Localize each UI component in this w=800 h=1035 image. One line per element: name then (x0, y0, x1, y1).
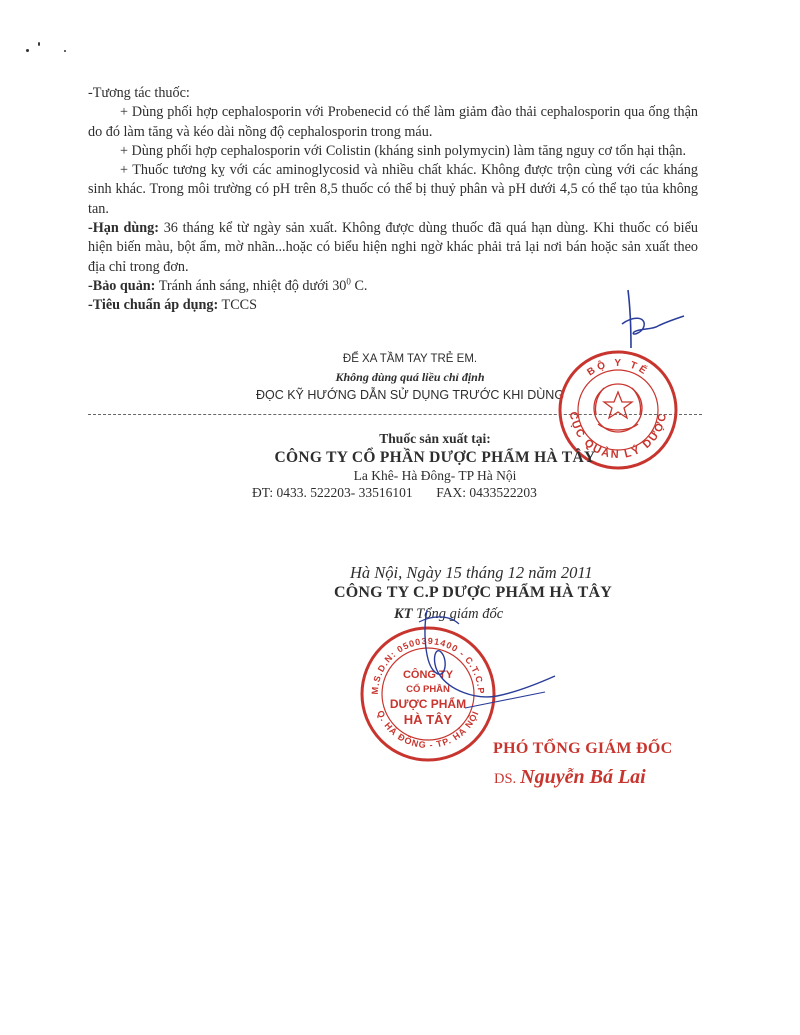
shelf-life-text: 36 tháng kể từ ngày sản xuất. Không được dùng thuốc đã quá hạn dùng. Khi thuốc có biểu hiện biến màu, bột ẩm, mờ nhãn...hoặc có biểu hiện nghi ngờ khác phải trả lại nơi bán hoặc sản xuất theo địa chỉ trong đơn. (88, 220, 699, 275)
signer-name: Nguyễn Bá Lai (520, 766, 646, 788)
svg-text:BỘ Y TẾ (585, 357, 651, 378)
company-stamp-line-4: HÀ TÂY (403, 712, 453, 727)
company-stamp-ring-text: M.S.D.N: 0500391400 - C.T.C.P (369, 635, 487, 695)
storage-unit: C. (350, 277, 368, 294)
company-stamp-line-1: CÔNG TY (402, 669, 454, 681)
signature-company: CÔNG TY C.P DƯỢC PHẨM HÀ TÂY (334, 584, 613, 601)
notice-dosage: Không dùng quá liều chỉ định (335, 370, 485, 384)
interaction-item-colistin: + Dùng phối hợp cephalosporin với Colistin (kháng sinh polymycin) làm tăng nguy cơ tổn hại thận. (120, 142, 687, 159)
manufacturer-address: La Khê- Hà Đông- TP Hà Nội (353, 468, 517, 483)
scan-speck (26, 49, 29, 52)
manufacturer-contact (252, 485, 537, 501)
manufacturer-intro: Thuốc sản xuất tại: (379, 431, 491, 446)
manufacturer-name: CÔNG TY CỔ PHẦN DƯỢC PHẨM HÀ TÂY (274, 449, 596, 466)
on-behalf-prefix: KT (394, 606, 413, 622)
storage-label: -Bảo quản: (88, 277, 156, 294)
scan-speck (38, 42, 40, 46)
company-stamp-ring-bottom-text: Q. HÀ ĐÔNG - TP. HÀ NỘI (375, 708, 481, 751)
national-emblem-icon (594, 384, 642, 432)
ministry-stamp-bottom-text: CỤC QUẢN LÝ DƯỢC (566, 410, 670, 462)
drug-info-body (88, 84, 698, 316)
signature-date-line: Hà Nội, Ngày 15 tháng 12 năm 2011 (350, 563, 593, 582)
storage-degree: 0 (346, 276, 351, 287)
shelf-life-label: -Hạn dùng: (88, 220, 159, 237)
standard-value: TCCS (221, 297, 258, 314)
ministry-stamp-top-text: BỘ Y TẾ (585, 357, 651, 379)
notice-read-instructions: ĐỌC KỸ HƯỚNG DẪN SỬ DỤNG TRƯỚC KHI DÙNG (255, 388, 565, 402)
interaction-item-probenecid: + Dùng phối hợp cephalosporin với Probenecid có thể làm giảm đào thải cephalosporin qua ống thận do đó làm tăng và kéo dài nồng độ cephalosporin trong máu. (88, 104, 698, 140)
company-stamp-line-3: DƯỢC PHẨM (389, 697, 467, 711)
interactions-heading: -Tương tác thuốc: (88, 85, 190, 101)
storage-text: Tránh ánh sáng, nhiệt độ dưới 30 (158, 277, 347, 294)
manufacturer-phone: ĐT: 0433. 522203- 33516101 (252, 485, 413, 500)
signer-name-prefix: DS. (494, 771, 517, 787)
on-behalf-title: Tổng giám đốc (416, 606, 504, 622)
scan-speck (64, 50, 66, 52)
manufacturer-fax: FAX: 0433522203 (436, 485, 537, 500)
company-stamp-line-2: CỔ PHẦN (406, 684, 450, 695)
interaction-item-aminoglycosid: + Thuốc tương kỵ với các aminoglycosid và nhiều chất khác. Không được trộn cùng với các kháng sinh khác. Trong môi trường có pH trên 8,5 thuốc có thể bị thuỷ phân và pH dưới 4,5 có thể tạo tủa không tan. (88, 162, 698, 217)
notice-keep-away: ĐỂ XA TẦM TAY TRẺ EM. (342, 353, 478, 365)
signer-title: PHÓ TỔNG GIÁM ĐỐC (493, 740, 673, 757)
signer-name-line (494, 766, 646, 789)
standard-label: -Tiêu chuẩn áp dụng: (88, 297, 219, 314)
shelf-life (88, 219, 698, 277)
